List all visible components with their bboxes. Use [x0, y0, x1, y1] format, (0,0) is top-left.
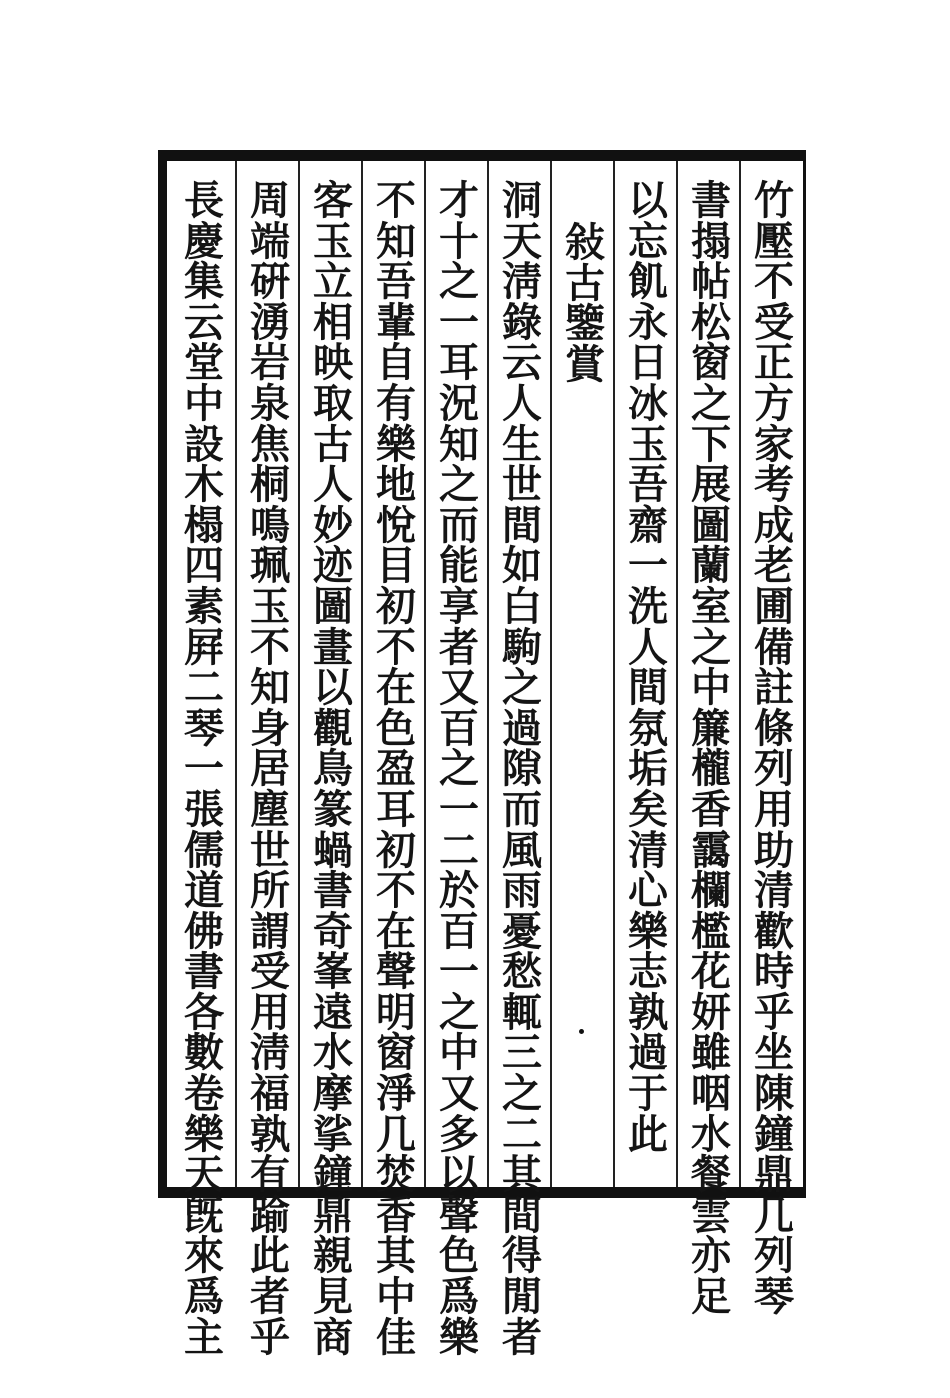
glyph: 不 — [250, 623, 290, 671]
glyph: 焚 — [376, 1151, 416, 1199]
glyph: 聲 — [439, 1191, 479, 1239]
glyph: 硏 — [250, 258, 290, 306]
glyph: 初 — [376, 582, 416, 630]
glyph: 之 — [691, 623, 731, 671]
glyph: 摩 — [313, 1070, 353, 1118]
glyph: 矣 — [628, 785, 668, 833]
glyph: 備 — [754, 623, 794, 671]
glyph: 之 — [439, 461, 479, 509]
glyph: 以 — [313, 664, 353, 712]
glyph: 時 — [754, 948, 794, 996]
glyph: 玉 — [250, 582, 290, 630]
glyph: 圃 — [754, 582, 794, 630]
glyph: 簾 — [691, 704, 731, 752]
glyph: 隙 — [502, 745, 542, 793]
glyph: 坐 — [754, 1029, 794, 1077]
glyph: 鳴 — [250, 501, 290, 549]
glyph: 水 — [313, 1029, 353, 1077]
glyph: 人 — [628, 623, 668, 671]
glyph: 玉 — [313, 217, 353, 265]
glyph: 水 — [691, 1110, 731, 1158]
glyph: 者 — [439, 623, 479, 671]
glyph: 在 — [376, 907, 416, 955]
glyph: 二 — [439, 826, 479, 874]
text-frame — [158, 150, 806, 1361]
glyph: 檻 — [691, 907, 731, 955]
glyph: 香 — [376, 1191, 416, 1239]
glyph: 正 — [754, 339, 794, 387]
glyph: 洗 — [628, 582, 668, 630]
glyph: 忘 — [628, 217, 668, 265]
glyph: 下 — [691, 420, 731, 468]
glyph: 帖 — [691, 258, 731, 306]
section-heading — [556, 219, 614, 388]
glyph: 端 — [250, 217, 290, 265]
glyph: 又 — [439, 1070, 479, 1118]
glyph: 飢 — [628, 258, 668, 306]
glyph: 福 — [250, 1070, 290, 1118]
glyph: 鼎 — [313, 1191, 353, 1239]
glyph: 珮 — [250, 542, 290, 590]
glyph: 錄 — [502, 298, 542, 346]
glyph: 得 — [502, 1232, 542, 1280]
glyph: 一 — [439, 298, 479, 346]
glyph: 中 — [691, 664, 731, 712]
glyph: 氛 — [628, 704, 668, 752]
glyph: 如 — [502, 542, 542, 590]
glyph: 方 — [754, 379, 794, 427]
glyph: 淨 — [376, 1070, 416, 1118]
glyph: 以 — [628, 177, 668, 224]
glyph: 立 — [313, 258, 353, 306]
glyph: 耳 — [439, 339, 479, 387]
glyph: 愁 — [502, 948, 542, 996]
glyph: 湧 — [250, 298, 290, 346]
glyph: 受 — [754, 298, 794, 346]
glyph: 于 — [628, 1070, 668, 1118]
glyph: 明 — [376, 988, 416, 1036]
glyph: 間 — [502, 1191, 542, 1239]
glyph: 色 — [376, 704, 416, 752]
glyph: 集 — [184, 258, 224, 306]
glyph: 中 — [439, 1029, 479, 1077]
glyph: 遠 — [313, 988, 353, 1036]
glyph: 註 — [754, 664, 794, 712]
glyph: 心 — [628, 867, 668, 915]
glyph: 餐 — [691, 1151, 731, 1199]
glyph: 一 — [439, 785, 479, 833]
glyph: 耳 — [376, 785, 416, 833]
glyph: 洞 — [502, 177, 542, 224]
glyph: 鐘 — [754, 1110, 794, 1158]
glyph: 孰 — [628, 988, 668, 1036]
glyph: 迹 — [313, 542, 353, 590]
glyph: 百 — [439, 907, 479, 955]
glyph: 搨 — [691, 217, 731, 265]
glyph: 雖 — [691, 1029, 731, 1077]
glyph: 取 — [313, 379, 353, 427]
glyph: 不 — [376, 177, 416, 224]
glyph: 相 — [313, 298, 353, 346]
glyph: 旣 — [184, 1191, 224, 1239]
glyph: 人 — [313, 461, 353, 509]
glyph: 二 — [184, 664, 224, 712]
glyph: 之 — [439, 258, 479, 306]
glyph: 樂 — [376, 420, 416, 468]
glyph: 岩 — [250, 339, 290, 387]
glyph: 竹 — [754, 177, 794, 224]
glyph: 冰 — [628, 379, 668, 427]
glyph: 目 — [376, 542, 416, 590]
glyph: 香 — [691, 785, 731, 833]
glyph: 琴 — [754, 1273, 794, 1321]
glyph: 書 — [313, 867, 353, 915]
glyph: 白 — [502, 582, 542, 630]
glyph: 間 — [628, 664, 668, 712]
glyph: 人 — [502, 379, 542, 427]
glyph: 垢 — [628, 745, 668, 793]
text-column-5 — [493, 177, 551, 1361]
glyph: 不 — [754, 258, 794, 306]
glyph: 吾 — [376, 258, 416, 306]
glyph: 駒 — [502, 623, 542, 671]
glyph: 有 — [250, 1151, 290, 1199]
glyph: 妙 — [313, 501, 353, 549]
glyph: 百 — [439, 704, 479, 752]
glyph: 圖 — [691, 501, 731, 549]
glyph: 身 — [250, 704, 290, 752]
glyph: 十 — [439, 217, 479, 265]
glyph: 焦 — [250, 420, 290, 468]
glyph: 助 — [754, 826, 794, 874]
glyph: 古 — [313, 420, 353, 468]
text-column-3 — [619, 177, 677, 1158]
glyph: 間 — [502, 501, 542, 549]
glyph: 憂 — [502, 907, 542, 955]
glyph: 志 — [628, 948, 668, 996]
glyph: 而 — [439, 501, 479, 549]
glyph: 木 — [184, 461, 224, 509]
glyph: 過 — [502, 704, 542, 752]
glyph: 輒 — [502, 988, 542, 1036]
glyph: 樂 — [184, 1110, 224, 1158]
glyph: 風 — [502, 826, 542, 874]
glyph: 況 — [439, 379, 479, 427]
glyph: 鳥 — [313, 745, 353, 793]
glyph: 商 — [313, 1313, 353, 1361]
glyph: 玉 — [628, 420, 668, 468]
glyph: 見 — [313, 1273, 353, 1321]
glyph: 佳 — [376, 1313, 416, 1361]
glyph: 設 — [184, 420, 224, 468]
glyph: 天 — [502, 217, 542, 265]
glyph: 世 — [250, 826, 290, 874]
glyph: 不 — [376, 623, 416, 671]
glyph: 花 — [691, 948, 731, 996]
glyph: 享 — [439, 582, 479, 630]
glyph: 峯 — [313, 948, 353, 996]
glyph: 聲 — [376, 948, 416, 996]
glyph: 所 — [250, 867, 290, 915]
glyph: 中 — [376, 1273, 416, 1321]
glyph: 地 — [376, 461, 416, 509]
glyph: 成 — [754, 501, 794, 549]
glyph: 之 — [502, 1070, 542, 1118]
glyph: 鐘 — [313, 1151, 353, 1199]
glyph: 云 — [184, 298, 224, 346]
text-column-8 — [304, 177, 362, 1361]
glyph: 才 — [439, 177, 479, 224]
glyph: 此 — [250, 1232, 290, 1280]
glyph: 乎 — [250, 1313, 290, 1361]
glyph: 三 — [502, 1029, 542, 1077]
glyph: 用 — [754, 785, 794, 833]
glyph: 天 — [184, 1151, 224, 1199]
glyph: 儒 — [184, 826, 224, 874]
glyph: 窗 — [376, 1029, 416, 1077]
glyph: 居 — [250, 745, 290, 793]
glyph: 謂 — [250, 907, 290, 955]
glyph: 老 — [754, 542, 794, 590]
glyph: 書 — [691, 177, 731, 224]
glyph: 列 — [754, 1232, 794, 1280]
column-rule — [235, 161, 237, 1187]
glyph: 松 — [691, 298, 731, 346]
text-column-7 — [367, 177, 425, 1361]
glyph: 各 — [184, 988, 224, 1036]
glyph: 古 — [565, 259, 605, 307]
glyph: 圖 — [313, 582, 353, 630]
glyph: 爲 — [439, 1273, 479, 1321]
glyph: 爲 — [184, 1273, 224, 1321]
glyph: 妍 — [691, 988, 731, 1036]
glyph: 過 — [628, 1029, 668, 1077]
glyph: 此 — [628, 1110, 668, 1158]
glyph: 一 — [628, 542, 668, 590]
glyph: 一 — [439, 948, 479, 996]
glyph: 淸 — [502, 258, 542, 306]
text-column-2 — [682, 177, 740, 1321]
glyph: 生 — [502, 420, 542, 468]
glyph: 之 — [502, 664, 542, 712]
glyph: 於 — [439, 867, 479, 915]
glyph: 歡 — [754, 907, 794, 955]
glyph: 觀 — [313, 704, 353, 752]
glyph: 雲 — [691, 1191, 731, 1239]
glyph: 不 — [376, 867, 416, 915]
glyph: 欄 — [691, 867, 731, 915]
glyph: 一 — [184, 745, 224, 793]
glyph: 榻 — [184, 501, 224, 549]
glyph: 室 — [691, 582, 731, 630]
glyph: 知 — [439, 420, 479, 468]
glyph: 佛 — [184, 907, 224, 955]
glyph: 咽 — [691, 1070, 731, 1118]
glyph: 列 — [754, 745, 794, 793]
glyph: 盈 — [376, 745, 416, 793]
glyph: 有 — [376, 379, 416, 427]
glyph: 奇 — [313, 907, 353, 955]
glyph: 乎 — [754, 988, 794, 1036]
glyph: 以 — [439, 1151, 479, 1199]
glyph: 知 — [250, 664, 290, 712]
glyph: 日 — [628, 339, 668, 387]
glyph: 雨 — [502, 867, 542, 915]
glyph: 鑒 — [565, 300, 605, 348]
glyph: 條 — [754, 704, 794, 752]
glyph: 樂 — [439, 1313, 479, 1361]
glyph: 蝸 — [313, 826, 353, 874]
text-column-6 — [430, 177, 488, 1361]
glyph: 泉 — [250, 379, 290, 427]
glyph: 清 — [754, 867, 794, 915]
glyph: 輩 — [376, 298, 416, 346]
glyph: 之 — [439, 988, 479, 1036]
glyph: 長 — [184, 177, 224, 224]
glyph: 慶 — [184, 217, 224, 265]
glyph: 主 — [184, 1313, 224, 1361]
glyph: 受 — [250, 948, 290, 996]
glyph: 來 — [184, 1232, 224, 1280]
glyph: 敍 — [565, 219, 605, 266]
glyph: 周 — [250, 177, 290, 224]
glyph: 四 — [184, 542, 224, 590]
glyph: 賞 — [565, 340, 605, 388]
glyph: 知 — [376, 217, 416, 265]
glyph: 映 — [313, 339, 353, 387]
glyph: 二 — [502, 1110, 542, 1158]
glyph: 者 — [502, 1313, 542, 1361]
glyph: 初 — [376, 826, 416, 874]
glyph: 屛 — [184, 623, 224, 671]
glyph: 數 — [184, 1029, 224, 1077]
glyph: 齋 — [628, 501, 668, 549]
glyph: 篆 — [313, 785, 353, 833]
glyph: 琴 — [184, 704, 224, 752]
glyph: 塵 — [250, 785, 290, 833]
glyph: 書 — [184, 948, 224, 996]
glyph: 樂 — [628, 907, 668, 955]
glyph: 能 — [439, 542, 479, 590]
glyph: 永 — [628, 298, 668, 346]
glyph: 在 — [376, 664, 416, 712]
glyph: 展 — [691, 461, 731, 509]
glyph: 踰 — [250, 1191, 290, 1239]
text-column-10 — [175, 177, 233, 1361]
glyph: 桐 — [250, 461, 290, 509]
glyph: 窗 — [691, 339, 731, 387]
glyph: 家 — [754, 420, 794, 468]
glyph: 吾 — [628, 461, 668, 509]
glyph: 几 — [754, 1191, 794, 1239]
glyph: 自 — [376, 339, 416, 387]
glyph: 堂 — [184, 339, 224, 387]
glyph: 靄 — [691, 826, 731, 874]
glyph: 亦 — [691, 1232, 731, 1280]
glyph: 鼎 — [754, 1151, 794, 1199]
glyph: 張 — [184, 785, 224, 833]
glyph: 親 — [313, 1232, 353, 1280]
text-column-9 — [241, 177, 299, 1361]
glyph: 櫳 — [691, 745, 731, 793]
glyph: 多 — [439, 1110, 479, 1158]
glyph: 閒 — [502, 1273, 542, 1321]
glyph: 又 — [439, 664, 479, 712]
glyph: 而 — [502, 785, 542, 833]
glyph: 道 — [184, 867, 224, 915]
glyph: 用 — [250, 988, 290, 1036]
glyph: 壓 — [754, 217, 794, 265]
glyph: 蘭 — [691, 542, 731, 590]
glyph: 清 — [628, 826, 668, 874]
glyph: 考 — [754, 461, 794, 509]
glyph: 之 — [691, 379, 731, 427]
glyph: 畫 — [313, 623, 353, 671]
glyph: 客 — [313, 177, 353, 224]
glyph: 淸 — [250, 1029, 290, 1077]
glyph: 云 — [502, 339, 542, 387]
glyph: 其 — [376, 1232, 416, 1280]
glyph: 悅 — [376, 501, 416, 549]
glyph: 之 — [439, 745, 479, 793]
glyph: 孰 — [250, 1110, 290, 1158]
glyph: 素 — [184, 582, 224, 630]
glyph: 足 — [691, 1273, 731, 1321]
glyph: 世 — [502, 461, 542, 509]
glyph: 其 — [502, 1151, 542, 1199]
glyph: 者 — [250, 1273, 290, 1321]
glyph: 陳 — [754, 1070, 794, 1118]
glyph: 中 — [184, 379, 224, 427]
glyph: 卷 — [184, 1070, 224, 1118]
text-column-1 — [745, 177, 803, 1321]
glyph: 色 — [439, 1232, 479, 1280]
ink-dot — [579, 1029, 584, 1034]
glyph: 挲 — [313, 1110, 353, 1158]
glyph: 几 — [376, 1110, 416, 1158]
